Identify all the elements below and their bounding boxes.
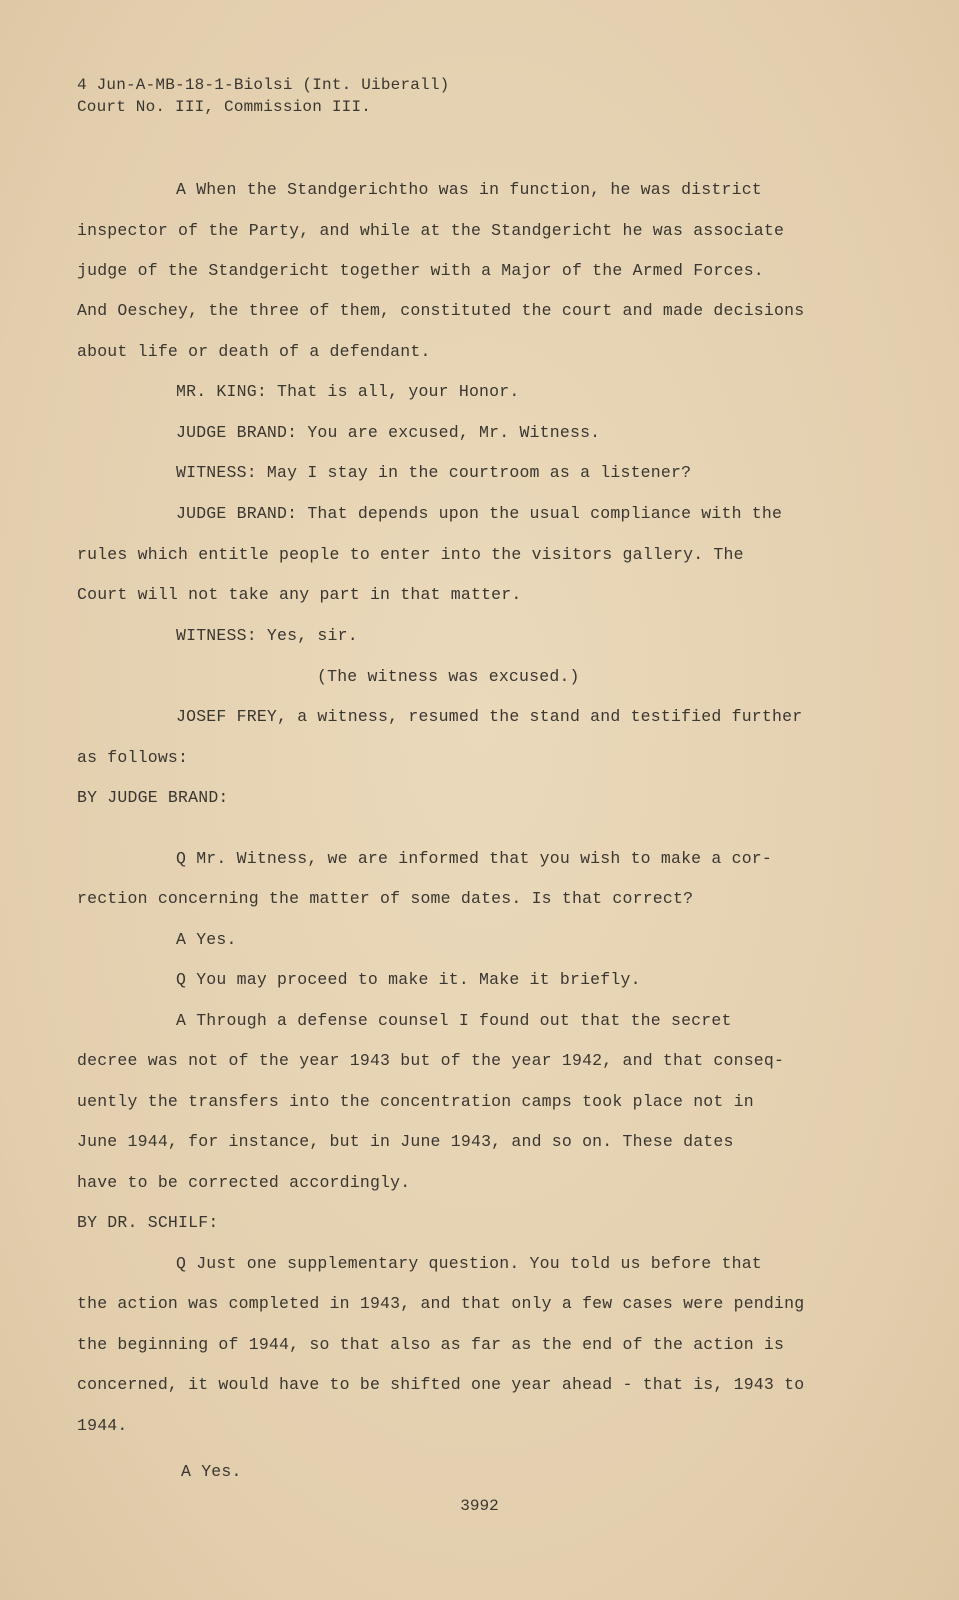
text-line: BY DR. SCHILF: bbox=[77, 1213, 219, 1232]
text-line: BY JUDGE BRAND: bbox=[77, 788, 229, 807]
text-line: A When the Standgerichtho was in function, he was district bbox=[176, 180, 762, 199]
text-line: JUDGE BRAND: You are excused, Mr. Witness. bbox=[176, 423, 601, 442]
text-line: MR. KING: That is all, your Honor. bbox=[176, 382, 520, 401]
text-line: rection concerning the matter of some dates. Is that correct? bbox=[77, 889, 694, 908]
text-line: JOSEF FREY, a witness, resumed the stand and testified further bbox=[176, 707, 803, 726]
text-line: WITNESS: May I stay in the courtroom as a listener? bbox=[176, 463, 692, 482]
text-line: A Through a defense counsel I found out that the secret bbox=[176, 1011, 732, 1030]
text-line: rules which entitle people to enter into the visitors gallery. The bbox=[77, 545, 744, 564]
text-line: the beginning of 1944, so that also as far as the end of the action is bbox=[77, 1335, 785, 1354]
text-line: decree was not of the year 1943 but of the year 1942, and that conseq- bbox=[77, 1051, 785, 1070]
text-line: inspector of the Party, and while at the Standgericht he was associate bbox=[77, 221, 785, 240]
page-number: 3992 bbox=[460, 1497, 499, 1515]
text-line: Q Mr. Witness, we are informed that you wish to make a cor- bbox=[176, 849, 772, 868]
text-line: WITNESS: Yes, sir. bbox=[176, 626, 358, 645]
text-line: have to be corrected accordingly. bbox=[77, 1173, 411, 1192]
text-line: as follows: bbox=[77, 748, 189, 767]
text-line: Q Just one supplementary question. You told us before that bbox=[176, 1254, 762, 1273]
text-line: June 1944, for instance, but in June 1943, and so on. These dates bbox=[77, 1132, 734, 1151]
text-line: uently the transfers into the concentration camps took place not in bbox=[77, 1092, 754, 1111]
text-line: And Oeschey, the three of them, constituted the court and made decisions bbox=[77, 301, 805, 320]
text-line: judge of the Standgericht together with a Major of the Armed Forces. bbox=[77, 261, 764, 280]
text-line: Q You may proceed to make it. Make it briefly. bbox=[176, 970, 641, 989]
text-line: about life or death of a defendant. bbox=[77, 342, 431, 361]
header-line-1: 4 Jun-A-MB-18-1-Biolsi (Int. Uiberall) bbox=[77, 76, 450, 94]
text-line: concerned, it would have to be shifted one year ahead - that is, 1943 to bbox=[77, 1375, 805, 1394]
header-line-2: Court No. III, Commission III. bbox=[77, 98, 372, 116]
text-line: 1944. bbox=[77, 1416, 128, 1435]
text-line: JUDGE BRAND: That depends upon the usual compliance with the bbox=[176, 504, 783, 523]
text-line: Court will not take any part in that matter. bbox=[77, 585, 522, 604]
text-line: (The witness was excused.) bbox=[317, 667, 580, 686]
text-line: A Yes. bbox=[176, 930, 237, 949]
text-line: A Yes. bbox=[181, 1462, 242, 1481]
text-line: the action was completed in 1943, and that only a few cases were pending bbox=[77, 1294, 805, 1313]
